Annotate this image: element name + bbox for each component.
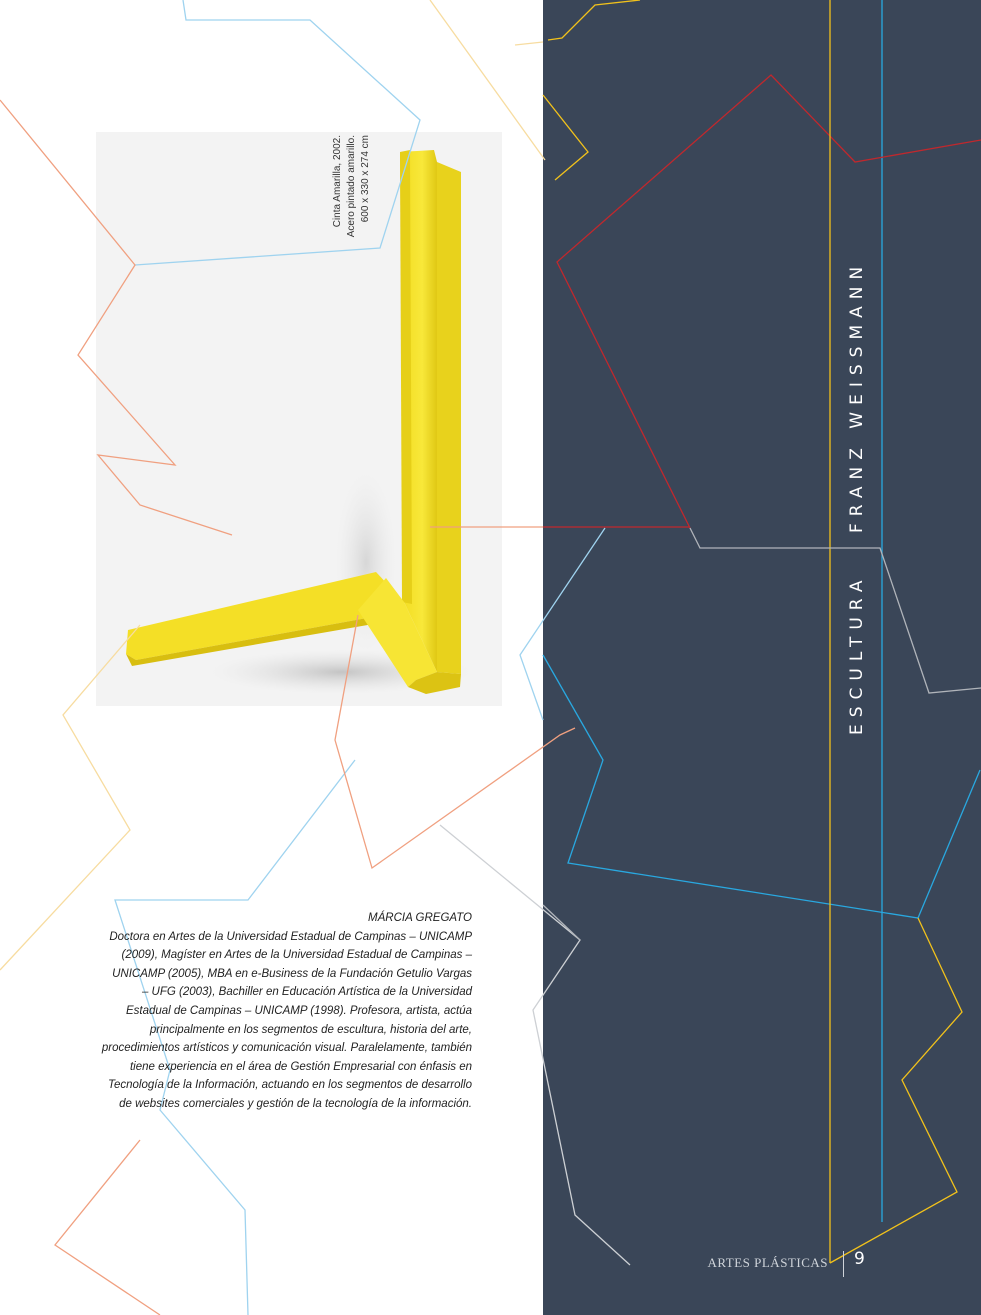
bio-line: (2009), Magíster en Artes de la Universidad Estadual de Campinas – — [121, 949, 472, 962]
page-footer — [700, 1245, 880, 1279]
bio-line: Doctora en Artes de la Universidad Estadual de Campinas – UNICAMP — [109, 930, 472, 943]
caption-title-year: Cinta Amarilla, 2002. — [332, 135, 343, 228]
author-name: MÁRCIA GREGATO — [368, 912, 472, 924]
bio-line: de websites comerciales y gestión de la tecnología de la información. — [119, 1097, 472, 1110]
footer-divider — [843, 1251, 844, 1277]
bio-line: Tecnología de la Información, actuando en los segmentos de desarrollo — [108, 1079, 472, 1092]
category-label: ESCULTURA — [847, 573, 867, 735]
artist-name: FRANZ WEISSMANN — [847, 259, 867, 533]
page-number: 9 — [854, 1249, 865, 1269]
bio-line: UNICAMP (2005), MBA en e-Business de la Fundación Getulio Vargas — [112, 967, 472, 980]
bio-line: Estadual de Campinas – UNICAMP (1998). Profesora, artista, actúa — [125, 1004, 472, 1017]
caption-material: Acero pintado amarillo. — [346, 135, 357, 238]
bio-line: procedimientos artísticos y comunicación visual. Paralelamente, también — [101, 1042, 472, 1055]
bio-line: principalmente en los segmentos de escultura, historia del arte, — [149, 1023, 472, 1036]
bio-line: tiene experiencia en el área de Gestión Empresarial con énfasis en — [129, 1060, 472, 1073]
section-name: ARTES PLÁSTICAS — [707, 1255, 828, 1270]
author-bio — [92, 909, 472, 1114]
caption-dimensions: 600 x 330 x 274 cm — [360, 135, 371, 223]
vertical-section-title — [843, 259, 873, 740]
bio-line: – UFG (2003), Bachiller en Educación Artística de la Universidad — [141, 986, 472, 999]
artwork-caption — [313, 135, 413, 275]
